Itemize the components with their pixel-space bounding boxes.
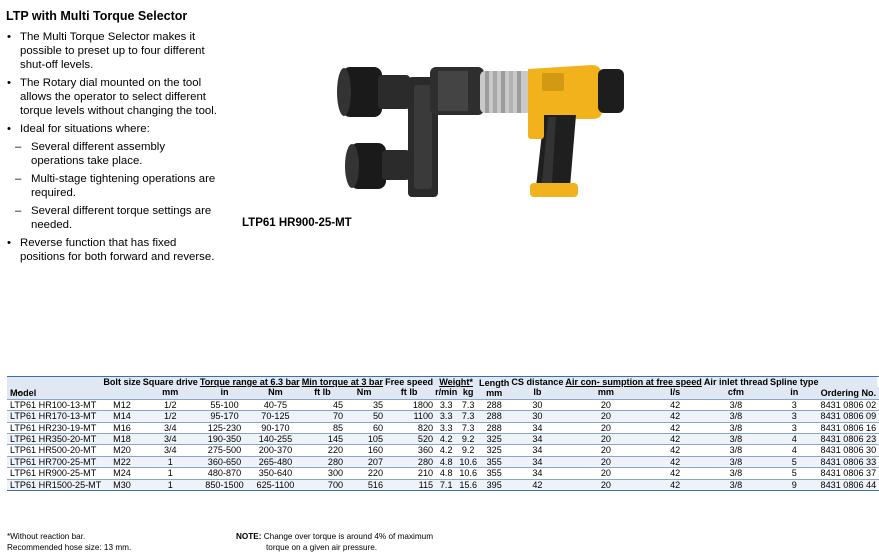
- table-cell: 7.1: [439, 479, 453, 490]
- header-bolt-unit: – mm: [162, 387, 179, 398]
- table-cell: 45: [332, 399, 344, 410]
- header-air-inlet-unit: in: [790, 387, 799, 398]
- table-cell: 42: [670, 445, 681, 456]
- table-row: [7, 445, 879, 456]
- header-weight: Weight*: [439, 377, 473, 387]
- table-cell: 288: [486, 399, 502, 410]
- model-cell: LTP61 HR100-13-MT: [10, 399, 97, 410]
- note-text-2: torque on a given air pressure.: [266, 543, 378, 552]
- table-cell: 190-350: [207, 434, 242, 445]
- table-cell: 280: [327, 456, 344, 467]
- table-cell: 3/4: [163, 445, 177, 456]
- table-cell: 3/4: [163, 434, 177, 445]
- table-cell: 9.2: [461, 434, 475, 445]
- table-cell: 3/8: [729, 468, 743, 479]
- header-weight-kg: kg: [462, 387, 474, 398]
- footnote-weight: *Without reaction bar.: [7, 532, 86, 541]
- header-min-ftlb: ft lb: [400, 387, 418, 398]
- table-cell: 355: [486, 468, 502, 479]
- table-cell: 30: [532, 411, 543, 422]
- table-cell: 4: [791, 445, 797, 456]
- table-cell: 8431 0806 23: [820, 434, 877, 445]
- feature-sub-item: – Multi-stage tightening operations are required.: [6, 172, 220, 200]
- table-cell: 5: [791, 468, 797, 479]
- table-cell: 3/8: [729, 411, 743, 422]
- table-cell: 55-100: [210, 399, 239, 410]
- table-cell: 20: [600, 434, 611, 445]
- table-cell: 360-650: [207, 456, 242, 467]
- header-model: Model: [10, 388, 37, 399]
- table-cell: 625-1100: [256, 479, 295, 490]
- header-square-drive: Square drive: [142, 377, 198, 387]
- table-cell: 115: [418, 479, 434, 490]
- table-cell: 90-170: [261, 422, 290, 433]
- note-label: NOTE:: [236, 532, 262, 541]
- header-air-consumption: Air con- sumption at free speed: [565, 377, 702, 387]
- table-cell: 30: [532, 399, 543, 410]
- table-cell: 34: [532, 468, 543, 479]
- table-cell: 42: [670, 434, 681, 445]
- feature-item: • The Multi Torque Selector makes it possible to preset up to four different shut-off levels.: [6, 30, 220, 72]
- model-cell: LTP61 HR170-13-MT: [10, 411, 97, 422]
- footnote-note: [236, 531, 433, 553]
- header-free-unit: r/min: [435, 387, 458, 398]
- table-cell: 160: [367, 445, 384, 456]
- table-cell: 5: [791, 456, 797, 467]
- feature-sub-item: – Several different assembly operations take place.: [6, 140, 220, 168]
- table-row: [7, 456, 879, 467]
- table-cell: 140-255: [258, 434, 293, 445]
- table-row: [7, 468, 879, 479]
- table-cell: 265-480: [258, 456, 293, 467]
- table-cell: 395: [486, 479, 502, 490]
- table-cell: 355: [486, 456, 502, 467]
- header-torque-range: Torque range at 6.3 bar: [199, 377, 300, 387]
- table-cell: 288: [486, 411, 502, 422]
- header-spline: Spline type: [770, 377, 819, 387]
- header-cs-distance: CS distance: [511, 377, 564, 387]
- table-cell: 9.2: [461, 445, 475, 456]
- table-cell: 520: [417, 434, 434, 445]
- table-cell: 850-1500: [205, 479, 244, 490]
- table-cell: 3: [791, 422, 797, 433]
- table-cell: 20: [600, 468, 611, 479]
- header-air-cfm: cfm: [727, 387, 745, 398]
- table-cell: 4.8: [439, 456, 453, 467]
- table-cell: M14: [113, 411, 131, 422]
- table-cell: 1/2: [163, 411, 177, 422]
- header-torque-ftlb: ft lb: [314, 387, 331, 398]
- table-cell: 3/4: [163, 422, 177, 433]
- table-cell: 42: [670, 422, 681, 433]
- table-cell: 7.3: [461, 411, 475, 422]
- tool-image: [330, 55, 640, 215]
- model-cell: LTP61 HR700-25-MT: [10, 456, 97, 467]
- table-cell: 4.2: [439, 434, 453, 445]
- table-cell: 34: [532, 445, 543, 456]
- table-cell: 10.6: [459, 456, 478, 467]
- table-cell: 10.6: [459, 468, 478, 479]
- table-cell: 42: [532, 479, 543, 490]
- table-cell: 20: [600, 399, 611, 410]
- table-row: [7, 434, 879, 445]
- table-cell: 1: [167, 456, 173, 467]
- footnote-hose: Recommended hose size: 13 mm.: [7, 543, 132, 552]
- table-cell: 35: [372, 399, 384, 410]
- table-cell: 1/2: [163, 399, 177, 410]
- table-cell: 288: [486, 422, 502, 433]
- table-cell: 210: [417, 468, 434, 479]
- table-cell: 3.3: [439, 411, 453, 422]
- table-cell: 8431 0806 37: [820, 468, 877, 479]
- page-title: LTP with Multi Torque Selector: [6, 9, 188, 23]
- table-cell: 8431 0806 09: [820, 411, 877, 422]
- table-cell: 145: [327, 434, 344, 445]
- table-cell: 300: [327, 468, 344, 479]
- table-cell: 105: [367, 434, 384, 445]
- table-cell: 8431 0806 33: [820, 456, 877, 467]
- table-cell: 350-640: [258, 468, 293, 479]
- table-cell: 3/8: [729, 422, 743, 433]
- table-cell: M20: [113, 445, 131, 456]
- table-cell: 820: [417, 422, 434, 433]
- footnote-left: [7, 531, 131, 553]
- table-cell: 8431 0806 16: [820, 422, 877, 433]
- table-cell: 3/8: [729, 479, 743, 490]
- table-cell: 70: [332, 411, 344, 422]
- table-cell: 42: [670, 468, 681, 479]
- header-min-nm: Nm: [356, 387, 372, 398]
- table-cell: 3: [791, 399, 797, 410]
- table-cell: 85: [332, 422, 344, 433]
- table-cell: M30: [113, 479, 131, 490]
- table-cell: 1: [167, 468, 173, 479]
- table-cell: 42: [670, 479, 681, 490]
- table-cell: 50: [372, 411, 384, 422]
- table-cell: 1800: [412, 399, 434, 410]
- table-cell: 9: [791, 479, 797, 490]
- table-cell: 7.3: [461, 422, 475, 433]
- header-free-speed: Free speed: [385, 377, 434, 387]
- table-cell: 700: [327, 479, 344, 490]
- header-length: Length mm: [479, 377, 510, 398]
- header-bolt-size: Bolt size: [103, 377, 141, 387]
- table-cell: 207: [367, 456, 384, 467]
- header-weight-lb: lb: [533, 387, 542, 398]
- table-cell: 360: [417, 445, 434, 456]
- table-cell: 42: [670, 399, 681, 410]
- table-cell: 8431 0806 02: [820, 399, 877, 410]
- table-cell: 42: [670, 456, 681, 467]
- table-cell: 8431 0806 44: [820, 479, 877, 490]
- table-cell: 3/8: [729, 456, 743, 467]
- table-cell: 20: [600, 445, 611, 456]
- table-cell: 4: [791, 434, 797, 445]
- header-cs-unit: mm: [597, 387, 614, 398]
- header-air-ls: l/s: [670, 387, 681, 398]
- table-cell: 1100: [413, 411, 434, 422]
- table-cell: 3/8: [729, 434, 743, 445]
- note-text: Change over torque is around 4% of maximum: [263, 532, 434, 541]
- table-cell: 200-370: [258, 445, 293, 456]
- table-cell: 516: [367, 479, 384, 490]
- model-cell: LTP61 HR350-20-MT: [10, 434, 97, 445]
- table-cell: 325: [486, 434, 502, 445]
- table-cell: 125-230: [207, 422, 242, 433]
- table-cell: 1: [167, 479, 173, 490]
- header-air-inlet: Air inlet thread: [703, 377, 769, 387]
- table-cell: M16: [113, 422, 131, 433]
- table-cell: 20: [600, 456, 611, 467]
- table-cell: 325: [486, 445, 502, 456]
- table-cell: 275-500: [207, 445, 242, 456]
- feature-item: • Reverse function that has fixed positions for both forward and reverse.: [6, 236, 220, 264]
- table-cell: 40-75: [263, 399, 288, 410]
- table-row: [7, 411, 879, 422]
- feature-list: [6, 30, 220, 268]
- header-torque-nm: Nm: [268, 387, 283, 398]
- image-caption: LTP61 HR900-25-MT: [242, 217, 352, 229]
- table-cell: 220: [327, 445, 344, 456]
- model-cell: LTP61 HR900-25-MT: [10, 468, 97, 479]
- table-cell: 480-870: [207, 468, 242, 479]
- table-cell: M22: [113, 456, 131, 467]
- specs-table: [7, 376, 879, 491]
- table-cell: 7.3: [461, 399, 475, 410]
- feature-item: • The Rotary dial mounted on the tool allows the operator to select different torque levels without changing the tool.: [6, 76, 220, 118]
- table-cell: 95-170: [210, 411, 239, 422]
- table-cell: 20: [600, 411, 611, 422]
- table-cell: 3: [791, 411, 797, 422]
- table-row: [7, 399, 879, 410]
- table-cell: 60: [372, 422, 384, 433]
- table-cell: 34: [532, 456, 543, 467]
- table-cell: 20: [600, 479, 611, 490]
- table-cell: 4.2: [439, 445, 453, 456]
- model-cell: LTP61 HR230-19-MT: [10, 422, 97, 433]
- table-row: [7, 479, 879, 490]
- table-cell: M24: [113, 468, 131, 479]
- table-cell: 4.8: [439, 468, 453, 479]
- table-cell: 42: [670, 411, 681, 422]
- table-cell: M12: [113, 399, 131, 410]
- model-cell: LTP61 HR500-20-MT: [10, 445, 97, 456]
- table-cell: 8431 0806 30: [820, 445, 877, 456]
- feature-sub-item: – Several different torque settings are needed.: [6, 204, 220, 232]
- table-cell: 34: [532, 434, 543, 445]
- table-cell: 34: [532, 422, 543, 433]
- table-cell: 3.3: [439, 399, 453, 410]
- model-cell: LTP61 HR1500-25-MT: [10, 479, 102, 490]
- header-square-unit: in: [220, 387, 229, 398]
- table-cell: 70-125: [261, 411, 290, 422]
- table-cell: 15.6: [459, 479, 478, 490]
- table-cell: 220: [367, 468, 384, 479]
- feature-item: • Ideal for situations where:: [6, 122, 220, 136]
- header-ordering: Ordering No.: [820, 388, 877, 399]
- table-cell: 20: [600, 422, 611, 433]
- table-cell: 3.3: [439, 422, 453, 433]
- header-min-torque: Min torque at 3 bar: [301, 377, 384, 387]
- table-cell: 280: [417, 456, 434, 467]
- table-cell: M18: [113, 434, 131, 445]
- table-cell: 3/8: [729, 399, 743, 410]
- table-row: [7, 422, 879, 433]
- table-cell: 3/8: [729, 445, 743, 456]
